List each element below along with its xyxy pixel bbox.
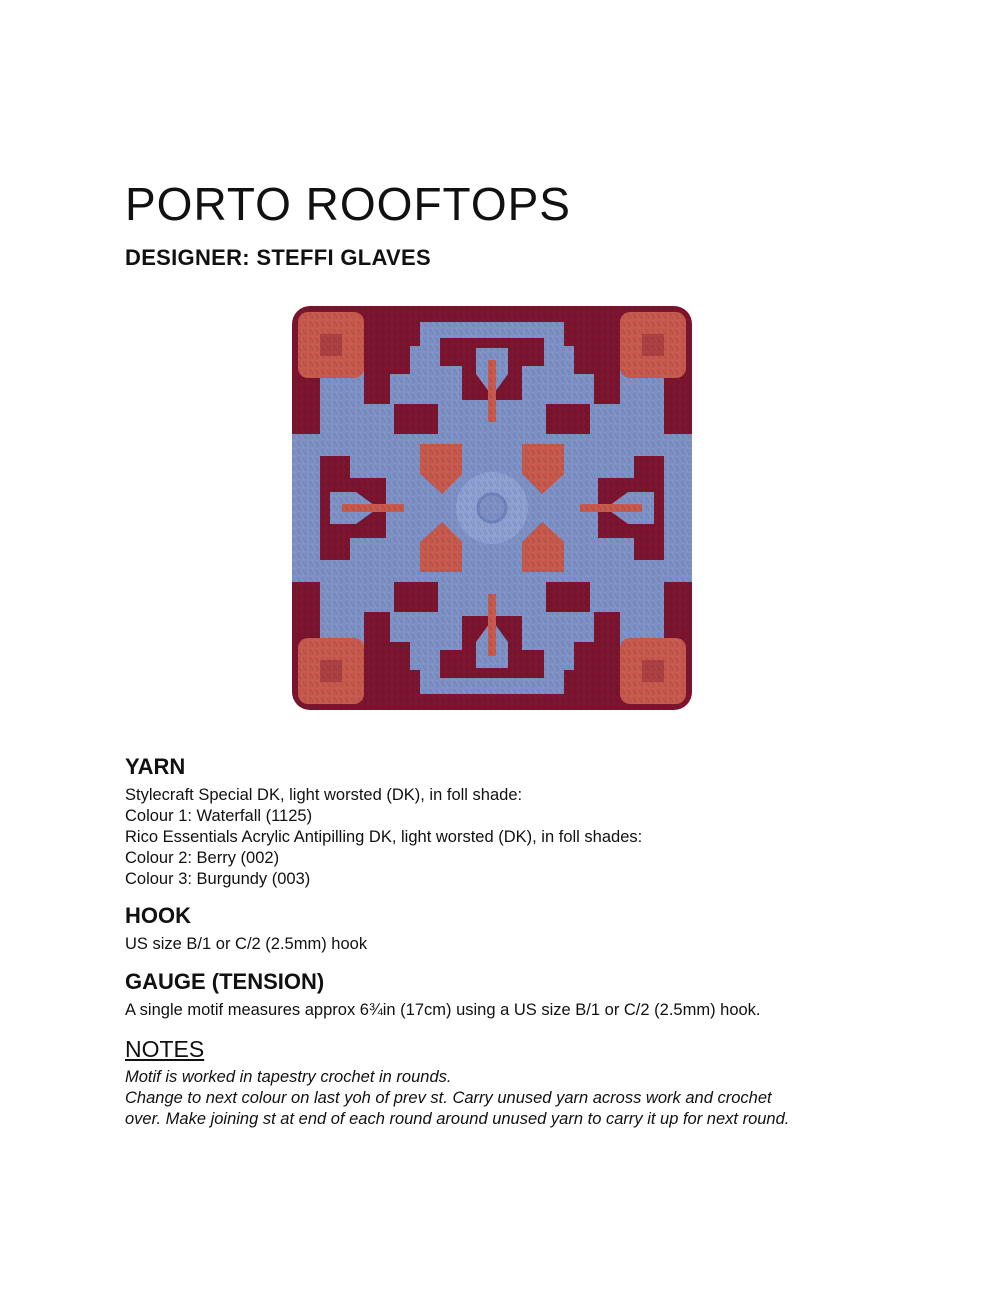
yarn-section — [125, 753, 885, 890]
hook-heading: HOOK — [125, 903, 191, 928]
notes-line: over. Make joining st at end of each round around unused yarn to carry it up for next round. — [125, 1110, 790, 1128]
yarn-line: Colour 3: Burgundy (003) — [125, 870, 311, 888]
gauge-section — [125, 968, 885, 1021]
yarn-line: Colour 1: Waterfall (1125) — [125, 807, 313, 825]
crochet-square-illustration — [290, 304, 694, 712]
notes-section — [125, 1035, 885, 1130]
hook-section — [125, 902, 885, 955]
gauge-heading: GAUGE (TENSION) — [125, 969, 325, 994]
pattern-title: PORTO ROOFTOPS — [125, 178, 571, 230]
notes-line: Motif is worked in tapestry crochet in rounds. — [125, 1068, 452, 1086]
notes-line: Change to next colour on last yoh of prev st. Carry unused yarn across work and crochet — [125, 1089, 772, 1107]
yarn-line: Colour 2: Berry (002) — [125, 849, 280, 867]
designer-credit: DESIGNER: STEFFI GLAVES — [125, 245, 431, 270]
notes-heading: NOTES — [125, 1036, 205, 1062]
hook-text: US size B/1 or C/2 (2.5mm) hook — [125, 935, 368, 953]
yarn-line: Stylecraft Special DK, light worsted (DK), in foll shade: — [125, 786, 523, 804]
gauge-text: A single motif measures approx 6¾in (17cm) using a US size B/1 or C/2 (2.5mm) hook. — [125, 1001, 761, 1019]
crochet-motif-photo — [290, 304, 694, 712]
yarn-line: Rico Essentials Acrylic Antipilling DK, light worsted (DK), in foll shades: — [125, 828, 643, 846]
yarn-heading: YARN — [125, 754, 186, 779]
